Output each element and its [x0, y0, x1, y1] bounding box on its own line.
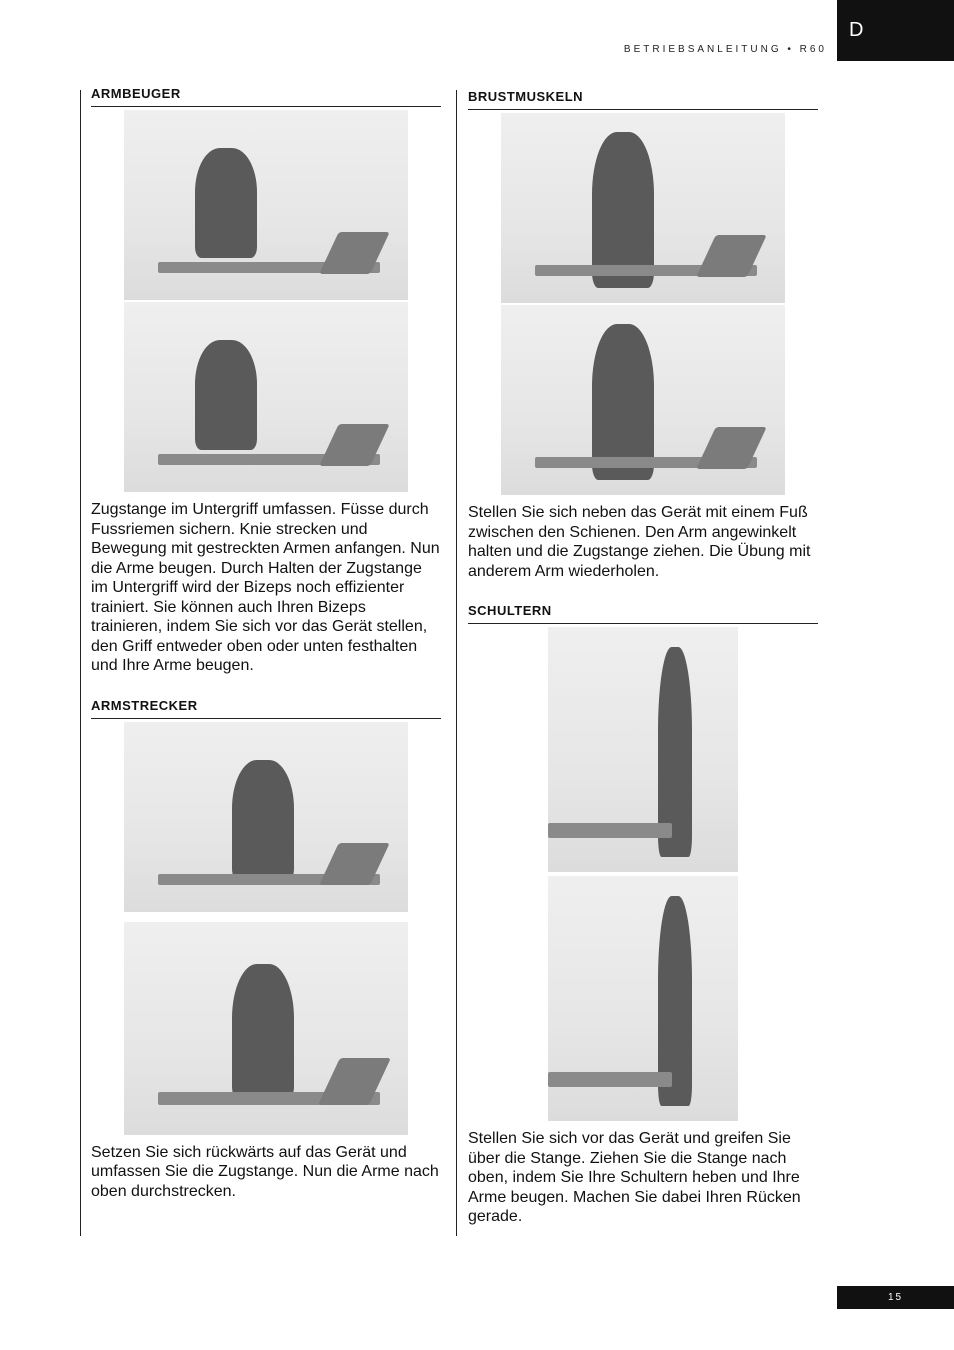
language-tab: D — [837, 0, 954, 61]
left-column-rule — [80, 90, 81, 1236]
section-text-brustmuskeln: Stellen Sie sich neben das Gerät mit einem Fuß zwischen den Schienen. Den Arm angewinkelt halten und die Zugstange ziehen. Die Übung mit anderem Arm wiederholen. — [468, 504, 811, 580]
page-header-title: BETRIEBSANLEITUNG • R60 — [623, 44, 827, 55]
section-text-armbeuger: Zugstange im Untergriff umfassen. Füsse durch Fussriemen sichern. Knie strecken und Bewegung mit gestreckten Armen anfangen. Nun die Arme beugen. Durch Halten der Zugstange im Untergriff wird der Bizeps noch effizienter trainiert. Sie können auch Ihren Bizeps trainieren, indem Sie sich vor das Gerät stellen, den Griff entweder oben oder unten festhalten und Ihre Arme beugen. — [91, 501, 440, 674]
exercise-photo-armstrecker-1 — [124, 722, 408, 912]
exercise-photo-brustmuskeln-1 — [501, 113, 785, 303]
right-column — [468, 89, 818, 1227]
exercise-photo-armstrecker-2 — [124, 922, 408, 1135]
exercise-photo-brustmuskeln-2 — [501, 305, 785, 495]
exercise-photo-armbeuger-2 — [124, 302, 408, 492]
section-heading-brustmuskeln: BRUSTMUSKELN — [468, 89, 818, 110]
section-heading-schultern: SCHULTERN — [468, 603, 818, 624]
page-number: 15 — [837, 1286, 954, 1309]
section-heading-armstrecker: ARMSTRECKER — [91, 698, 441, 719]
exercise-photo-armbeuger-1 — [124, 110, 408, 300]
right-column-rule — [456, 90, 457, 1236]
section-text-armstrecker: Setzen Sie sich rückwärts auf das Gerät und umfassen Sie die Zugstange. Nun die Arme nach oben durchstrecken. — [91, 1143, 439, 1200]
section-text-schultern: Stellen Sie sich vor das Gerät und greifen Sie über die Stange. Ziehen Sie die Stange nach oben, indem Sie Ihre Schultern heben und Ihre Arme beugen. Machen Sie dabei Ihren Rücken gerade. — [468, 1130, 801, 1225]
exercise-photo-schultern-1 — [548, 627, 738, 872]
section-heading-armbeuger: ARMBEUGER — [91, 86, 441, 107]
left-column — [91, 86, 441, 1201]
exercise-photo-schultern-2 — [548, 876, 738, 1121]
